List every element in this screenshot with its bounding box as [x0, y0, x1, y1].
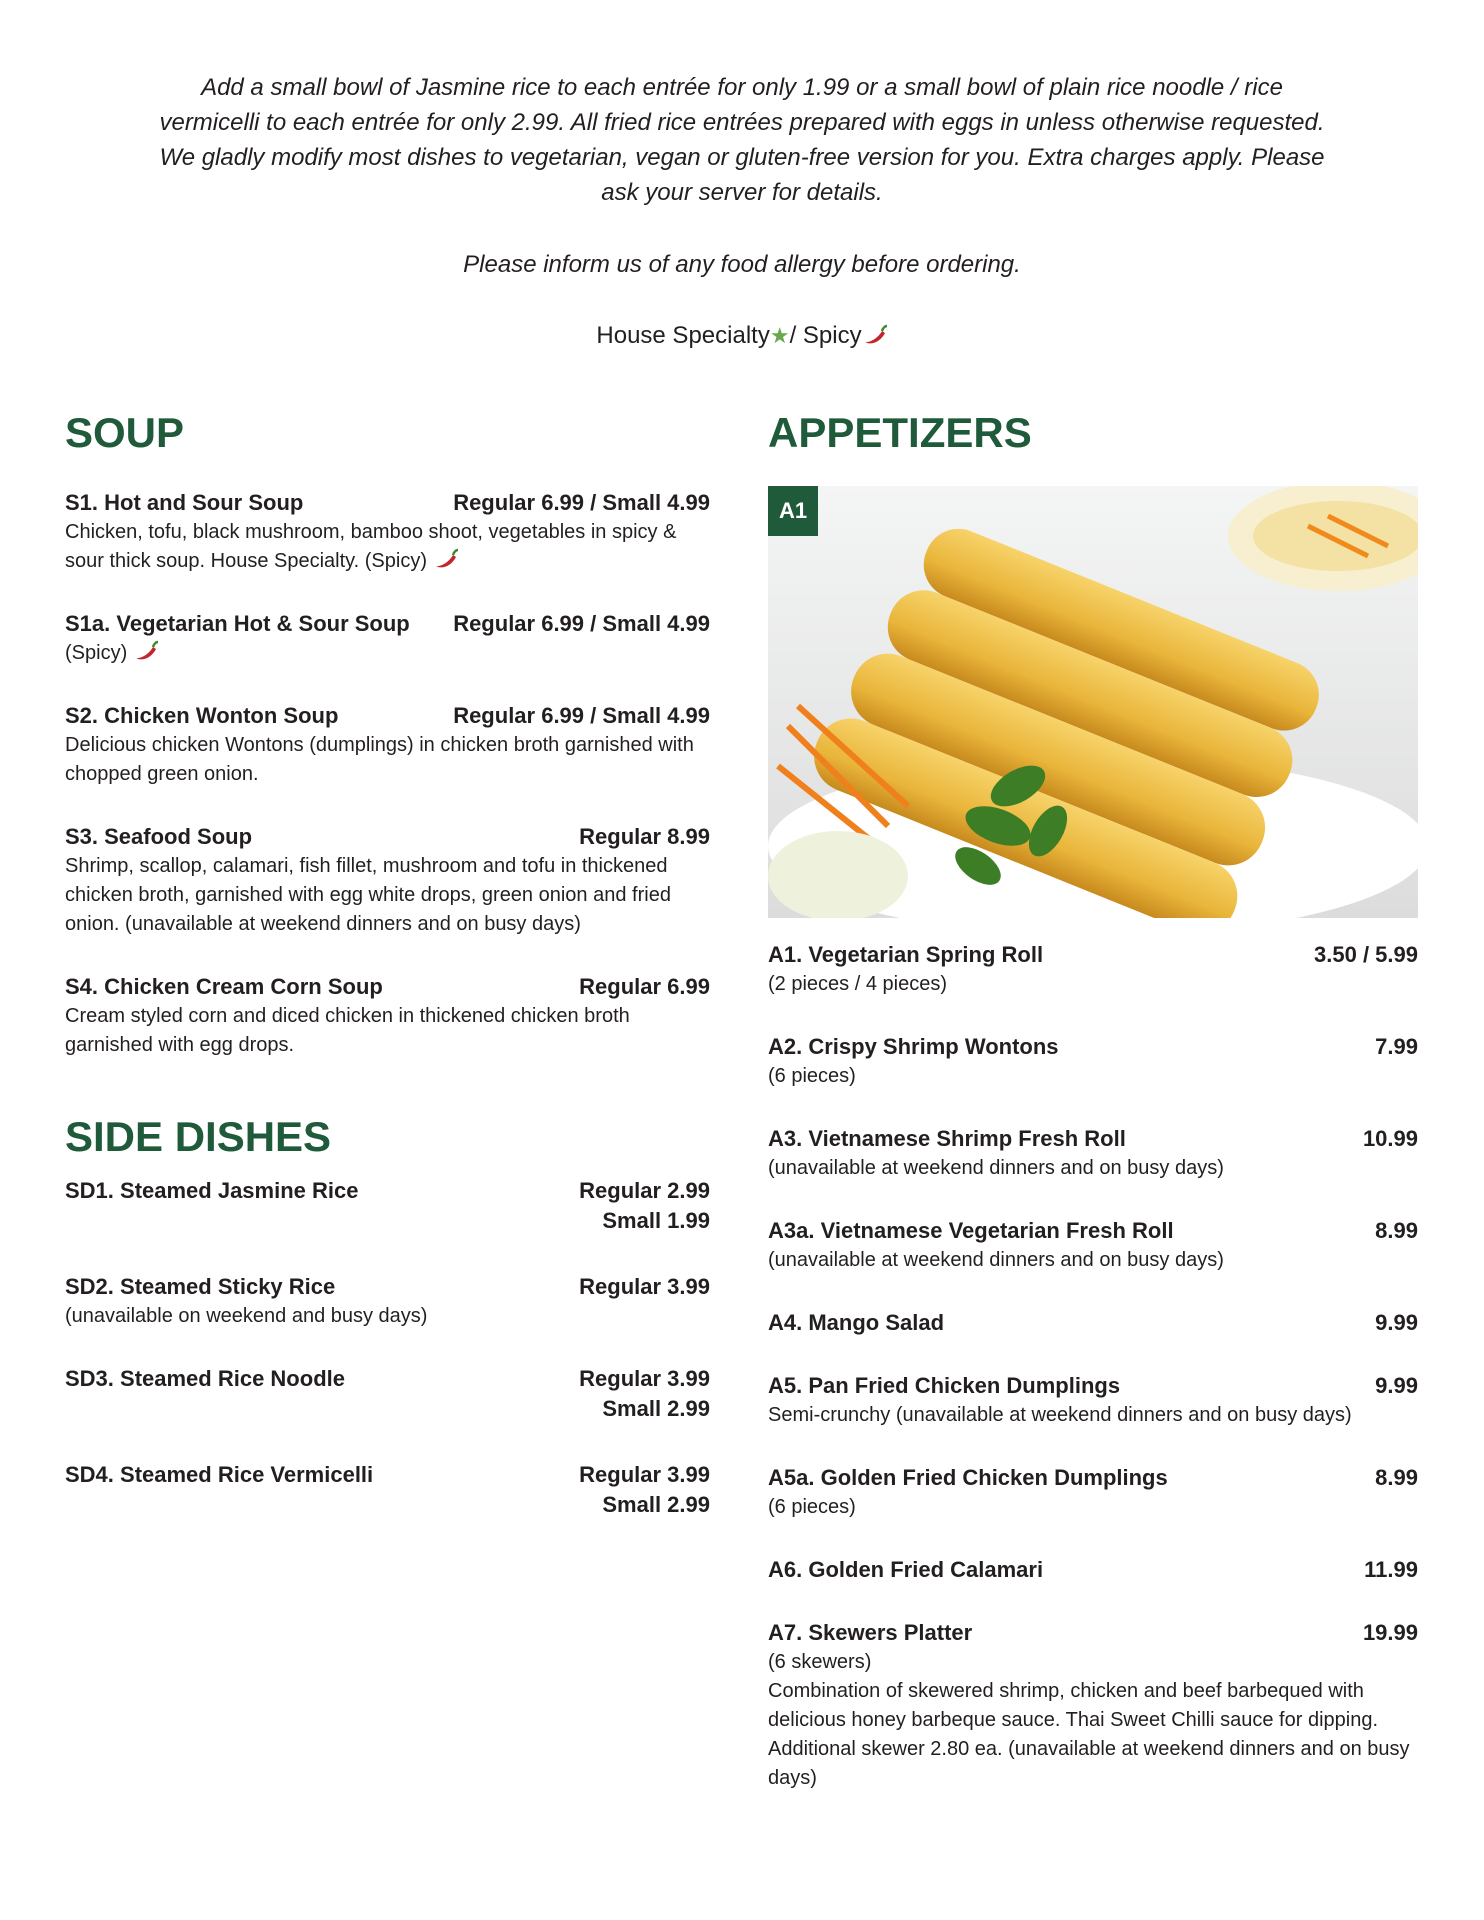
item-name: SD1. Steamed Jasmine Rice [65, 1178, 359, 1203]
menu-item [65, 822, 710, 939]
menu-item [65, 488, 710, 576]
appetizers-title: APPETIZERS [768, 409, 1032, 456]
item-name: A4. Mango Salad [768, 1310, 945, 1335]
item-desc: Chicken, tofu, black mushroom, bamboo shoot, vegetables in spicy & sour thick soup. House Specialty. (Spicy) [65, 521, 677, 572]
intro-note: Add a small bowl of Jasmine rice to each entrée for only 1.99 or a small bowl of plain rice noodle / rice vermicelli to each entrée for only 2.99. All fried rice entrées prepared with eggs in unless otherwise requested. We gladly modify most dishes to vegetarian, vegan or gluten-free version for you. Extra charges apply. Please ask your server for details. [159, 74, 1325, 206]
item-price: Regular 8.99 [579, 824, 710, 849]
item-desc: (6 pieces) [768, 1065, 856, 1087]
right-column [768, 408, 1418, 1793]
item-price: 19.99 [1362, 1620, 1418, 1645]
menu-item [65, 1176, 710, 1236]
item-name: S1a. Vegetarian Hot & Sour Soup [65, 611, 410, 636]
item-desc: Delicious chicken Wontons (dumplings) in chicken broth garnished with chopped green onion. [65, 734, 694, 785]
item-name: SD2. Steamed Sticky Rice [65, 1274, 336, 1299]
legend-spicy-label: / Spicy [789, 322, 862, 349]
legend-specialty-label: House Specialty [596, 322, 770, 349]
item-desc: (unavailable at weekend dinners and on busy days) [768, 1249, 1224, 1271]
item-price: Regular 6.99 / Small 4.99 [453, 490, 710, 515]
soup-title: SOUP [65, 409, 185, 456]
item-price: 3.50 / 5.99 [1314, 942, 1418, 967]
left-column [65, 408, 710, 1520]
item-price: Regular 6.99 / Small 4.99 [453, 611, 710, 636]
menu-item [65, 1272, 710, 1331]
item-price: 9.99 [1375, 1373, 1418, 1398]
menu-item [65, 609, 710, 668]
item-price: 8.99 [1375, 1218, 1418, 1243]
item-desc: Shrimp, scallop, calamari, fish fillet, mushroom and tofu in thickened chicken broth, garnished with egg white drops, green onion and fried onion. (unavailable at weekend dinners and on busy days) [65, 855, 671, 935]
menu-item [65, 701, 710, 789]
menu-item [768, 1618, 1418, 1793]
legend [150, 318, 1334, 353]
item-price: 7.99 [1375, 1034, 1418, 1059]
item-price: 9.99 [1375, 1310, 1418, 1335]
menu-item [768, 940, 1418, 999]
chili-icon [433, 547, 459, 571]
menu-item [768, 1463, 1418, 1522]
item-desc: Combination of skewered shrimp, chicken and beef barbequed with delicious honey barbeque sauce. Thai Sweet Chilli sauce for dipping. Additional skewer 2.80 ea. (unavailable at weekend dinners and on busy days) [768, 1680, 1410, 1789]
item-price: Regular 2.99 Small 1.99 [579, 1178, 710, 1233]
menu-item [65, 972, 710, 1060]
allergy-note: Please inform us of any food allergy before ordering. [463, 251, 1021, 278]
menu-item [768, 1308, 1418, 1338]
item-name: A5. Pan Fried Chicken Dumplings [768, 1373, 1121, 1398]
item-price: Regular 6.99 / Small 4.99 [453, 703, 710, 728]
item-desc: (unavailable at weekend dinners and on busy days) [768, 1157, 1224, 1179]
item-name: A7. Skewers Platter [768, 1620, 973, 1645]
menu-item [768, 1371, 1418, 1430]
item-name: S3. Seafood Soup [65, 824, 253, 849]
item-desc: (Spicy) [65, 642, 128, 664]
spring-roll-illustration [768, 486, 1418, 918]
item-name: S2. Chicken Wonton Soup [65, 703, 339, 728]
menu-item [768, 1216, 1418, 1275]
item-desc: (unavailable on weekend and busy days) [65, 1305, 428, 1327]
item-name: S1. Hot and Sour Soup [65, 490, 304, 515]
item-price: 11.99 [1364, 1557, 1418, 1582]
item-price: 8.99 [1375, 1465, 1418, 1490]
menu-item [65, 1460, 710, 1520]
menu-item [768, 1124, 1418, 1183]
item-name: A3a. Vietnamese Vegetarian Fresh Roll [768, 1218, 1174, 1243]
item-name: A3. Vietnamese Shrimp Fresh Roll [768, 1126, 1126, 1151]
chili-icon [133, 639, 159, 663]
menu-item [65, 1364, 710, 1424]
chili-icon [862, 323, 888, 347]
item-price: Regular 3.99 [579, 1274, 710, 1299]
star-icon: ★ [769, 323, 790, 348]
photo-badge: A1 [768, 486, 818, 536]
item-desc: (6 pieces) [768, 1496, 856, 1518]
item-price: 10.99 [1362, 1126, 1418, 1151]
item-price: Regular 3.99 Small 2.99 [579, 1462, 710, 1517]
spring-roll-photo [768, 486, 1418, 918]
item-desc: (2 pieces / 4 pieces) [768, 973, 947, 995]
item-price: Regular 3.99 Small 2.99 [579, 1366, 710, 1421]
item-name: S4. Chicken Cream Corn Soup [65, 974, 383, 999]
item-desc: (6 skewers) [768, 1651, 872, 1673]
item-name: SD3. Steamed Rice Noodle [65, 1366, 345, 1391]
item-name: A1. Vegetarian Spring Roll [768, 942, 1044, 967]
item-name: SD4. Steamed Rice Vermicelli [65, 1462, 374, 1487]
side-dishes-title: SIDE DISHES [65, 1113, 332, 1160]
menu-item [768, 1032, 1418, 1091]
item-name: A6. Golden Fried Calamari [768, 1557, 1044, 1582]
item-price: Regular 6.99 [579, 974, 710, 999]
menu-item [768, 1555, 1418, 1585]
item-name: A5a. Golden Fried Chicken Dumplings [768, 1465, 1168, 1490]
item-desc: Semi-crunchy (unavailable at weekend dinners and on busy days) [768, 1404, 1352, 1426]
item-name: A2. Crispy Shrimp Wontons [768, 1034, 1059, 1059]
item-desc: Cream styled corn and diced chicken in thickened chicken broth garnished with egg drops. [65, 1005, 630, 1056]
